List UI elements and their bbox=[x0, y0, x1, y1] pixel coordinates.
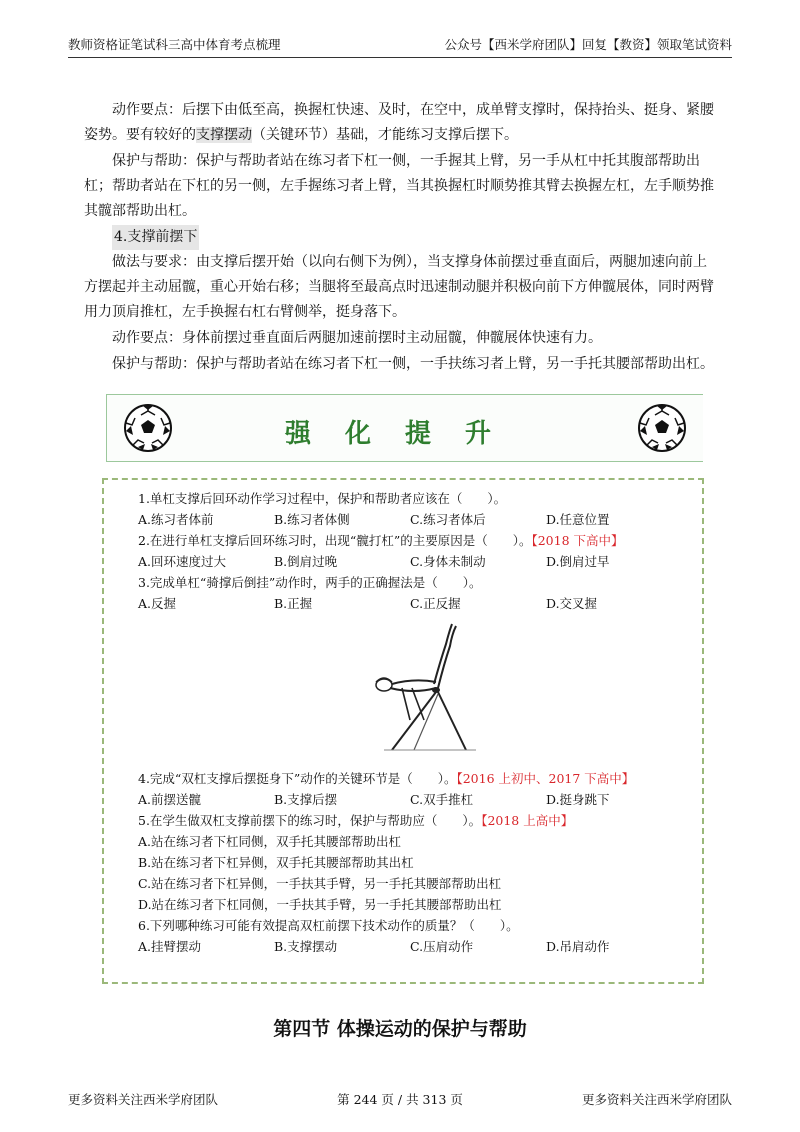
option: A.站在练习者下杠同侧，双手托其腰部帮助出杠 bbox=[138, 834, 402, 849]
question-text: 4.完成“双杠支撑后摆挺身下”动作的关键环节是（ ）。 bbox=[138, 771, 457, 786]
question-4 bbox=[138, 768, 682, 789]
paragraph-method: 做法与要求：由支撑后摆开始（以向右侧下为例），当支撑身体前摆过垂直面后，两腿加速向前上方摆起并主动屈髋，重心开始右移；当腿将至最高点时迅速制动腿并积极向前下方伸髋展体，同时两臂用力顶肩推杠，左手换握右杠右臂侧举，挺身落下。 bbox=[84, 254, 714, 320]
option: D.站在练习者下杠同侧，一手扶其手臂，另一手托其腰部帮助出杠 bbox=[138, 897, 502, 912]
option: B.正握 bbox=[274, 596, 313, 611]
question-4-options bbox=[138, 789, 682, 810]
option: D.倒肩过早 bbox=[546, 554, 610, 569]
option: D.交叉握 bbox=[546, 596, 598, 611]
exam-tag: 【2016 上初中、2017 下高中】 bbox=[456, 771, 635, 786]
paragraph-protection: 保护与帮助：保护与帮助者站在练习者下杠一侧，一手握其上臂，另一手从杠中托其腹部帮助出杠；帮助者站在下杠的另一侧，左手握练习者上臂，当其换握杠时顺势推其臂去换握左杠，左手顺势推其髋部帮助出杠。 bbox=[84, 153, 714, 219]
quiz-box bbox=[102, 478, 704, 984]
option: C.练习者体后 bbox=[410, 512, 486, 527]
option: B.支撑后摆 bbox=[274, 792, 338, 807]
question-5 bbox=[138, 810, 682, 831]
header-right: 公众号【西米学府团队】回复【教资】领取笔试资料 bbox=[444, 37, 732, 52]
paragraph-protection-2: 保护与帮助：保护与帮助者站在练习者下杠一侧，一手扶练习者上臂，另一手托其腰部帮助出杠。 bbox=[112, 356, 714, 372]
option: C.正反握 bbox=[410, 596, 461, 611]
option: C.双手推杠 bbox=[410, 792, 474, 807]
quiz-questions bbox=[138, 488, 682, 957]
question-2-options bbox=[138, 551, 682, 572]
option: C.站在练习者下杠异侧，一手扶其手臂，另一手托其腰部帮助出杠 bbox=[138, 876, 502, 891]
option: C.身体未制动 bbox=[410, 554, 486, 569]
page-number: 第 244 页 / 共 313 页 bbox=[337, 1092, 463, 1107]
question-2 bbox=[138, 530, 682, 551]
subheading: 4.支撑前摆下 bbox=[112, 225, 199, 250]
parallel-bars-gymnast-illustration bbox=[354, 622, 504, 754]
question-text: 2.在进行单杠支撑后回环练习时，出现“髋打杠”的主要原因是（ ）。 bbox=[138, 533, 532, 548]
section-title: 第四节 体操运动的保护与帮助 bbox=[273, 1018, 527, 1040]
option: C.压肩动作 bbox=[410, 939, 474, 954]
option: B.练习者体侧 bbox=[274, 512, 350, 527]
paragraph-key-points: 动作要点：身体前摆过垂直面后两腿加速前摆时主动屈髋，伸髋展体快速有力。 bbox=[112, 330, 602, 346]
option: D.吊肩动作 bbox=[546, 939, 610, 954]
option: A.练习者体前 bbox=[138, 512, 214, 527]
option: A.挂臂摆动 bbox=[138, 939, 202, 954]
question-3: 3.完成单杠“骑撑后倒挂”动作时，两手的正确握法是（ ）。 bbox=[138, 575, 482, 590]
text-span: （关键环节）基础，才能练习支撑后摆下。 bbox=[252, 127, 518, 143]
option: A.回环速度过大 bbox=[138, 554, 227, 569]
subheading-row bbox=[84, 225, 716, 250]
exam-tag: 【2018 上高中】 bbox=[481, 813, 574, 828]
exam-tag: 【2018 下高中】 bbox=[531, 533, 624, 548]
gymnast-figure bbox=[138, 622, 682, 754]
highlighted-term: 支撑摆动 bbox=[196, 127, 252, 143]
question-1: 1.单杠支撑后回环动作学习过程中，保护和帮助者应该在（ ）。 bbox=[138, 491, 507, 506]
option: D.任意位置 bbox=[546, 512, 610, 527]
option: A.反握 bbox=[138, 596, 177, 611]
question-text: 5.在学生做双杠支撑前摆下的练习时，保护与帮助应（ ）。 bbox=[138, 813, 482, 828]
main-content bbox=[84, 98, 716, 378]
practice-banner bbox=[106, 394, 703, 462]
question-1-options bbox=[138, 509, 682, 530]
footer-left: 更多资料关注西米学府团队 bbox=[68, 1092, 219, 1107]
question-3-options bbox=[138, 593, 682, 614]
header-left: 教师资格证笔试科三高中体育考点梳理 bbox=[68, 37, 281, 52]
paragraph-action-points bbox=[84, 98, 716, 148]
footer-right: 更多资料关注西米学府团队 bbox=[581, 1092, 732, 1107]
option: B.站在练习者下杠异侧，双手托其腰部帮助其出杠 bbox=[138, 855, 414, 870]
banner-title: 强化提升 bbox=[284, 419, 525, 449]
option: B.倒肩过晚 bbox=[274, 554, 338, 569]
option: B.支撑摆动 bbox=[274, 939, 338, 954]
soccer-ball-icon bbox=[637, 403, 687, 453]
option: D.挺身跳下 bbox=[546, 792, 610, 807]
option: A.前摆送髋 bbox=[138, 792, 202, 807]
page-footer bbox=[68, 1090, 732, 1108]
page-header bbox=[68, 30, 732, 58]
question-6-options bbox=[138, 936, 682, 957]
text-span: 动作要点：后摆下由低至高，换握杠快速、及时，在空中，成单臂支撑时，保持抬头、挺身、紧腰姿势。要有较好的 bbox=[84, 102, 714, 143]
question-6: 6.下列哪种练习可能有效提高双杠前摆下技术动作的质量？（ ）。 bbox=[138, 918, 519, 933]
